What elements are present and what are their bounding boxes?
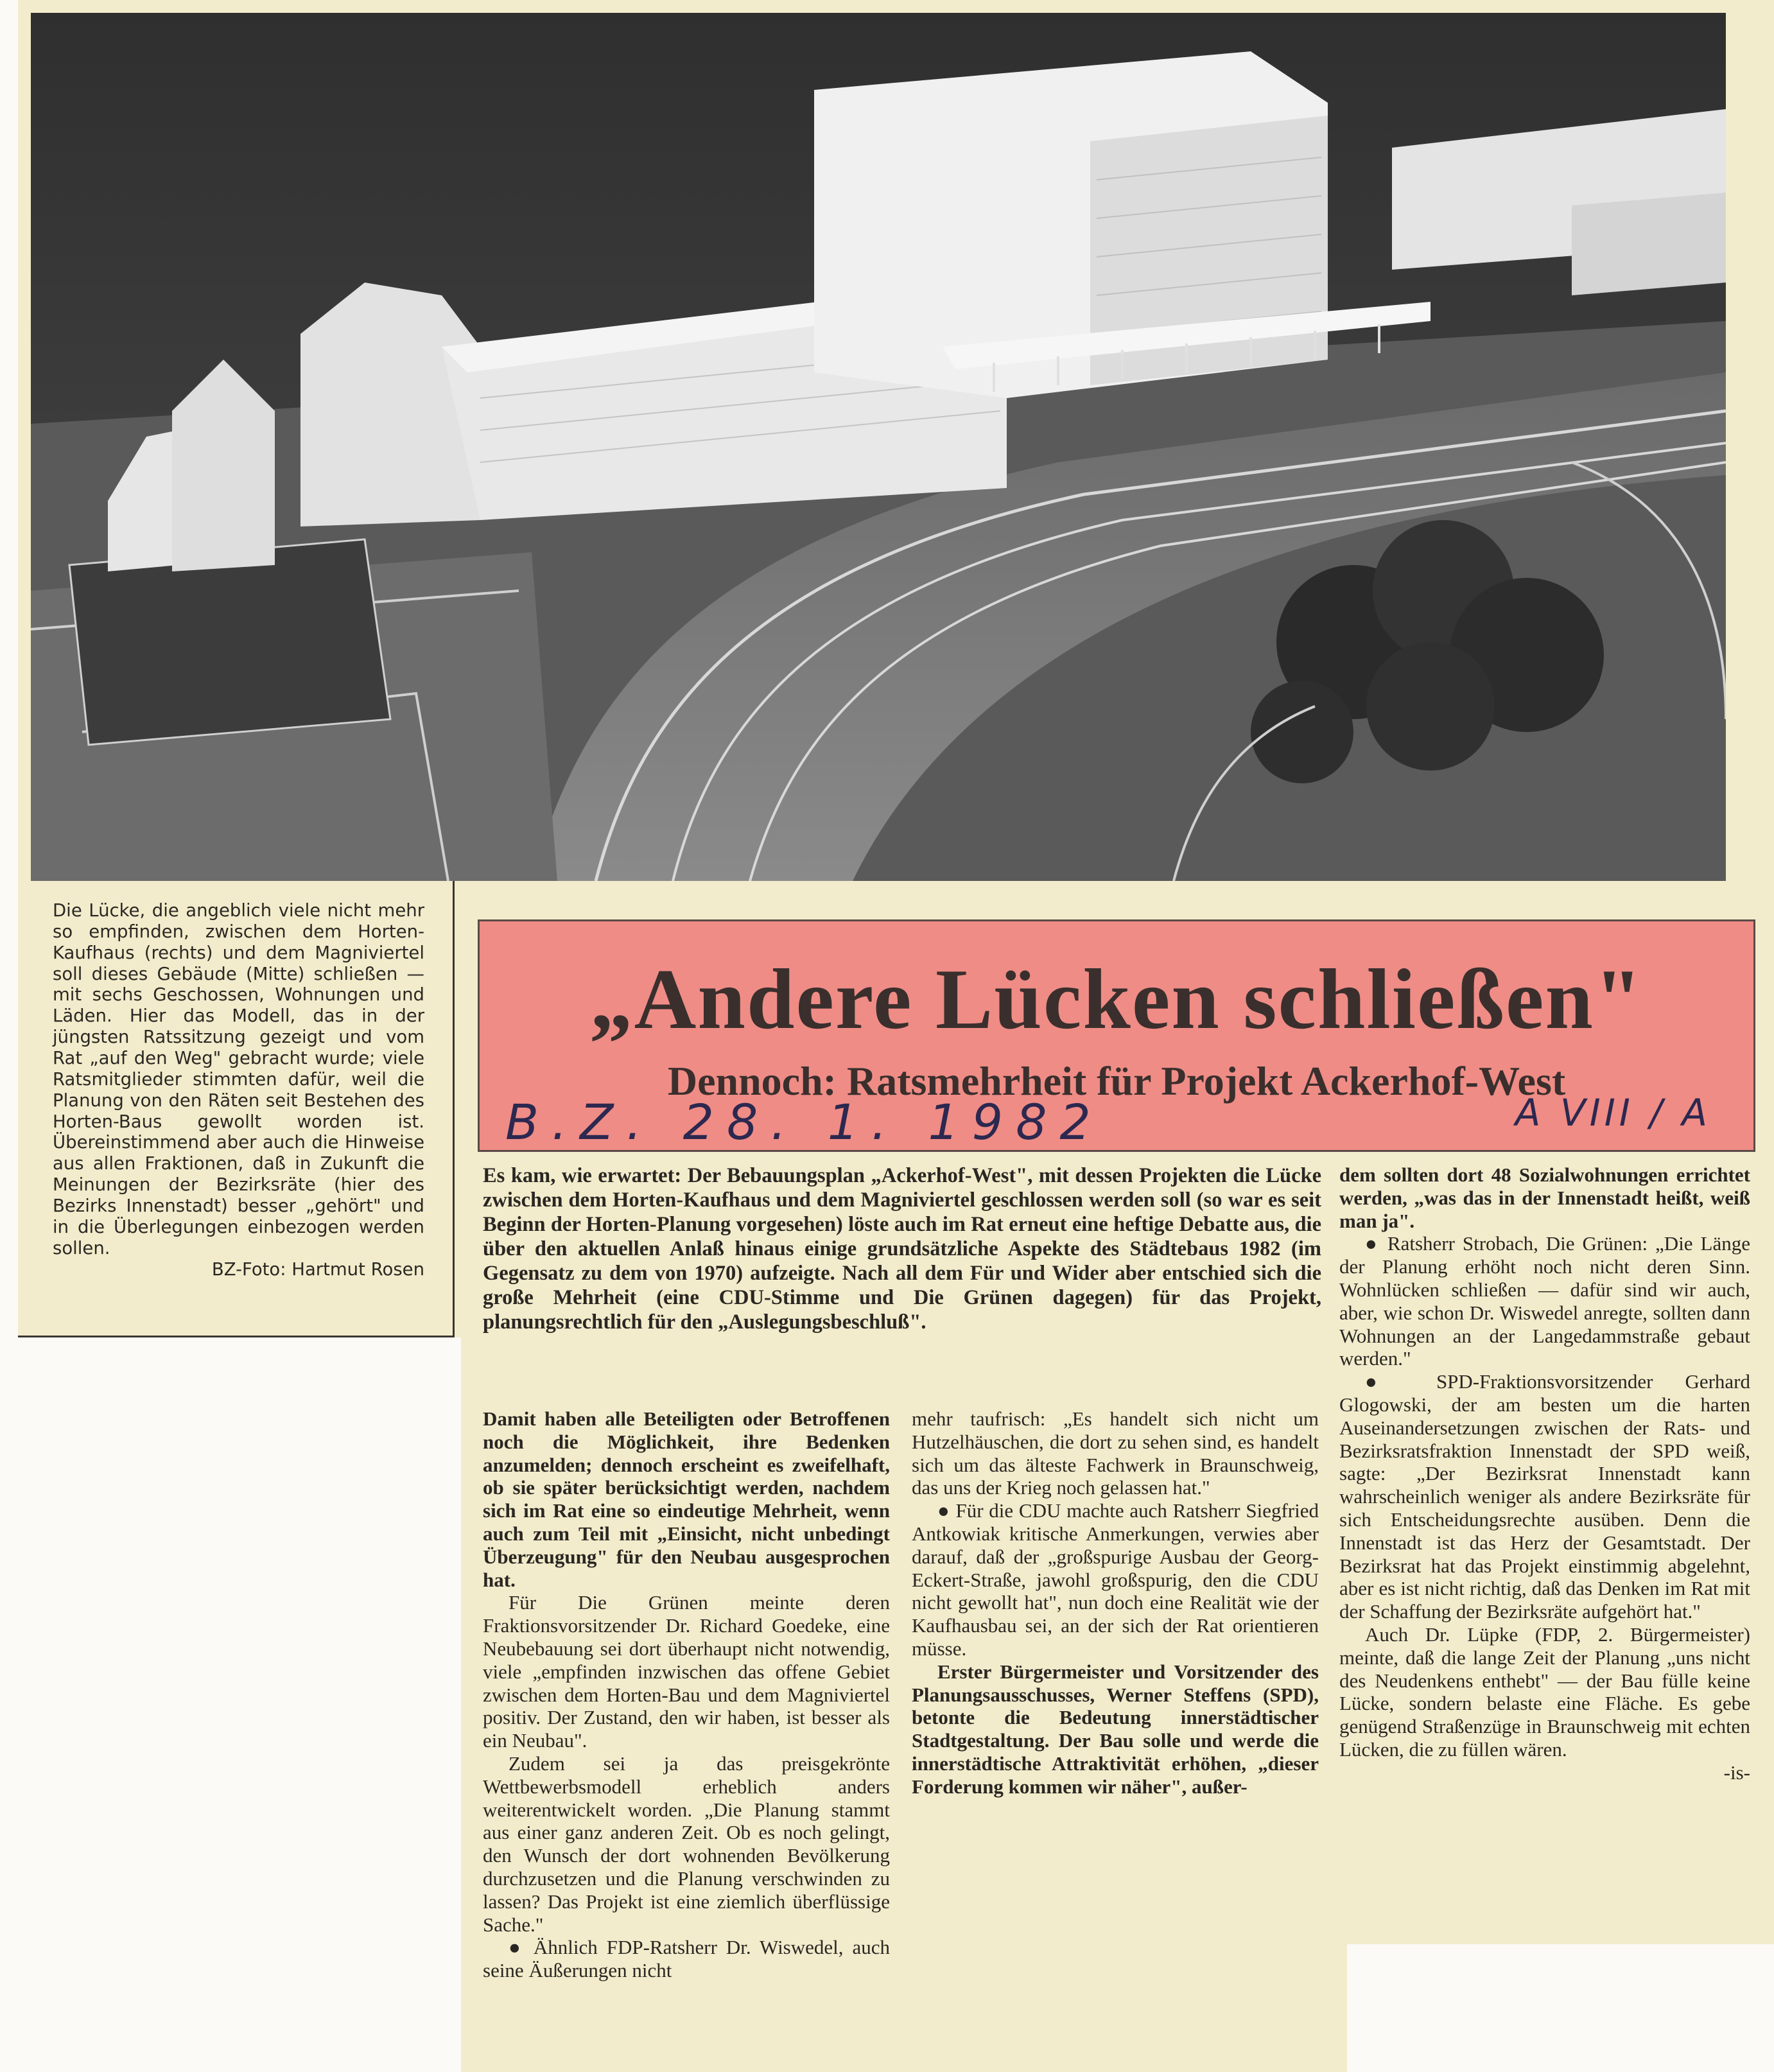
col3-paragraph-2: ● Ratsherr Strobach, Die Grünen: „Die Länge der Planung erhöht noch nicht deren Sinn. Wohnlücken schließen — dafür sind wir auch, aber, wie schon Dr. Wiswedel anregte, sollten dann Wohnungen an der Langedammstraße gebaut werden." bbox=[1339, 1232, 1750, 1370]
photo-caption bbox=[18, 881, 455, 1337]
col3-paragraph-4: Auch Dr. Lüpke (FDP, 2. Bürgermeister) meinte, daß die lange Zeit der Planung „uns nicht des Neudenkens enthebt" — der Bau fülle keine Lücke, sondern belaste eine Fläche. Es gebe genügend Straßenzüge in Braunschweig mit echten Lücken, die zu füllen wären. bbox=[1339, 1623, 1750, 1761]
col3-paragraph-1: dem sollten dort 48 Sozialwohnungen errichtet werden, „was das in der Innenstadt heißt, weiß man ja". bbox=[1339, 1163, 1750, 1232]
article-lead bbox=[483, 1163, 1321, 1334]
article-column-2 bbox=[912, 1407, 1319, 1798]
col1-paragraph-3: Zudem sei ja das preisgekrönte Wettbewerbsmodell erheblich anders weiterentwickelt worden. „Die Planung stammt aus einer ganz anderen Zeit. Ob es noch gelingt, den Wunsch der dort wohnenden Bevölkerung durchzusetzen und die Planung verschwinden zu lassen? Das Projekt ist eine ziemlich überflüssige Sache." bbox=[483, 1752, 890, 1936]
col1-paragraph-2: Für Die Grünen meinte deren Fraktionsvorsitzender Dr. Richard Goedeke, eine Neubebauung sei dort überhaupt nicht notwendig, viele „empfinden inzwischen das offene Gebiet zwischen dem Horten-Bau und dem Magniviertel positiv. Der Zustand, den wir haben, ist besser als ein Neubau". bbox=[483, 1591, 890, 1752]
lead-paragraph: Es kam, wie erwartet: Der Bebauungsplan „Ackerhof-West", mit dessen Projekten die Lücke zwischen dem Horten-Kaufhaus und dem Magniviertel geschlossen werden soll (so war es seit Beginn der Horten-Planung vorgesehen) löste auch im Rat erneut eine heftige Debatte aus, die über den aktuellen Anlaß hinaus einige grundsätzliche Aspekte des Städtebaus 1982 (im Gegensatz zu dem von 1970) aufzeigte. Nach all dem Für und Wider aber entschied sich die große Mehrheit (eine CDU-Stimme und Die Grünen dagegen) für das Projekt, planungsrechtlich für den „Auslegungsbeschluß". bbox=[483, 1164, 1321, 1334]
handwritten-reference: A VIII / A bbox=[1515, 1091, 1711, 1135]
architectural-model-photo bbox=[31, 13, 1726, 881]
handwritten-date: B.Z. 28. 1. 1982 bbox=[505, 1093, 1104, 1151]
col1-paragraph-1: Damit haben alle Beteiligten oder Betroffenen noch die Möglichkeit, ihre Bedenken anzumelden; dennoch erscheint es zweifelhaft, ob sie später berücksichtigt werden, nachdem sich im Rat eine so eindeutige Mehrheit, wenn auch zum Teil mit „Einsicht, nicht unbedingt Überzeugung" für den Neubau ausgesprochen hat. bbox=[483, 1407, 890, 1591]
col2-paragraph-1: mehr taufrisch: „Es handelt sich nicht um Hutzelhäuschen, die dort zu sehen sind, es handelt sich um das älteste Fachwerk in Braunschweig, das uns der Krieg noch gelassen hat." bbox=[912, 1407, 1319, 1499]
col1-paragraph-4: ● Ähnlich FDP-Ratsherr Dr. Wiswedel, auch seine Äußerungen nicht bbox=[483, 1936, 890, 1982]
photo-credit: BZ-Foto: Hartmut Rosen bbox=[211, 1258, 424, 1280]
article-column-3 bbox=[1339, 1163, 1750, 1784]
col2-paragraph-2: ● Für die CDU machte auch Ratsherr Siegfried Antkowiak kritische Anmerkungen, verwies aber darauf, daß der „großspurige Ausbau der Georg-Eckert-Straße, jawohl großspurig, den die CDU nicht gewollt hat", nun doch eine Realität wie der Kaufhausbau sei, an der sich der Rat orientieren müsse. bbox=[912, 1499, 1319, 1660]
col3-paragraph-3: ● SPD-Fraktionsvorsitzender Gerhard Glogowski, der am besten um die harten Auseinandersetzungen zwischen der Rats- und Bezirksratsfraktion Innenstadt der SPD weiß, sagte: „Der Bezirksrat Innenstadt kann wahrscheinlich weniger als andere Bezirksräte für sich Entscheidungsrechte ausüben. Denn die Innenstadt ist das Herz der Gesamtstadt. Der Bezirksrat hat das Projekt einstimmig abgelehnt, aber es ist nicht richtig, daß das Denken im Rat mit der Schaffung der Bezirksräte aufgehört hat." bbox=[1339, 1370, 1750, 1623]
headline-subtitle: Dennoch: Ratsmehrheit für Projekt Ackerhof-West bbox=[667, 1058, 1566, 1104]
author-signature: -is- bbox=[1723, 1761, 1750, 1784]
architectural-model-photo-icon bbox=[31, 13, 1726, 881]
headline-title: „Andere Lücken schließen" bbox=[589, 952, 1644, 1047]
article-column-1 bbox=[483, 1407, 890, 1982]
caption-text: Die Lücke, die angeblich viele nicht mehr so empfinden, zwischen dem Horten-Kaufhaus (rechts) und dem Magniviertel soll dieses Gebäude (Mitte) schließen — mit sechs Geschossen, Wohnungen und Läden. Hier das Modell, das in der jüngsten Ratssitzung gezeigt und vom Rat „auf den Weg" gebracht wurde; viele Ratsmitglieder stimmten dafür, weil die Planung von den Räten seit Bestehen des Horten-Baus gewollt worden ist. Übereinstimmend aber auch die Hinweise aus allen Fraktionen, daß in Zukunft die Meinungen der Bezirksräte (hier des Bezirks Innenstadt) besser „gehört" und in die Überlegungen einbezogen werden sollen. bbox=[53, 900, 424, 1258]
col2-paragraph-3: Erster Bürgermeister und Vorsitzender des Planungsausschusses, Werner Steffens (SPD), betonte die Bedeutung innerstädtischer Stadtgestaltung. Der Bau solle und werde die innerstädtische Attraktivität erhöhen, „dieser Forderung kommen wir näher", außer- bbox=[912, 1660, 1319, 1798]
headline-box bbox=[478, 919, 1755, 1152]
